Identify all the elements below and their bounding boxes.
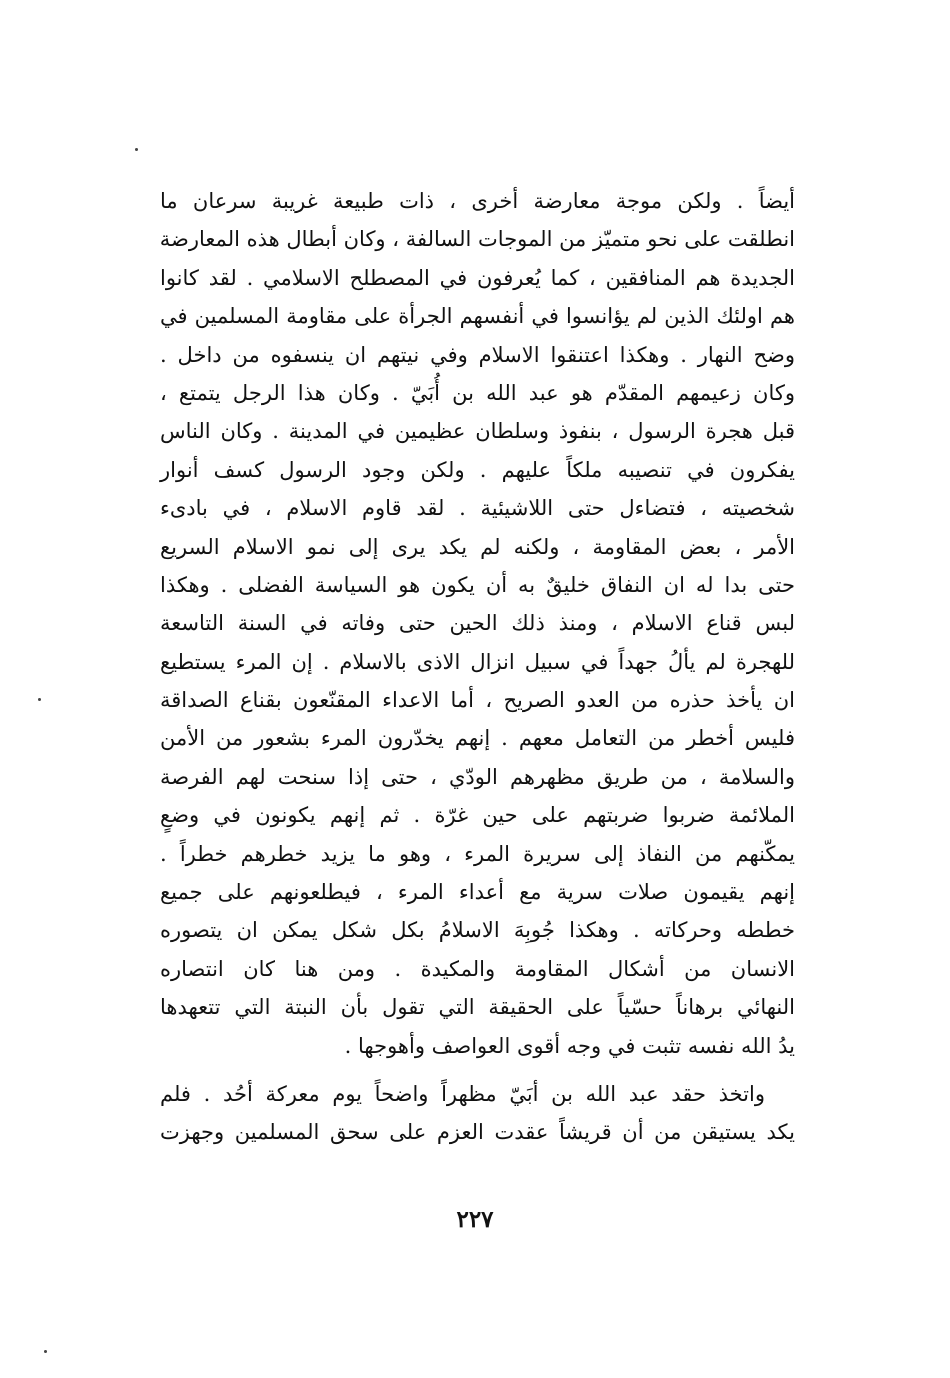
text-line: ان يأخذ حذره من العدو الصريح ، أما الاعداء المقنّعون بقناع الصداقة xyxy=(160,688,795,713)
text-line: واتخذ حقد عبد الله بن أبَيّ مظهراً واضحاً يوم معركة أحُد . فلم xyxy=(160,1081,765,1106)
text-line: أيضاً . ولكن موجة معارضة أخرى ، ذات طبيعة غريبة سرعان ما xyxy=(160,189,795,213)
text-line: النهائي برهاناً حسّياً على الحقيقة التي تقول بأن النبتة التي تتعهدها xyxy=(160,995,795,1020)
body-text xyxy=(160,182,795,1152)
text-line: وضح النهار . وهكذا اعتنقوا الاسلام وفي نيتهم ان ينسفوه من داخل . xyxy=(160,342,795,367)
paragraph xyxy=(160,182,795,1065)
text-line: الأمر ، بعض المقاومة ، ولكنه لم يكد يرى إلى نمو الاسلام السريع xyxy=(160,534,795,559)
text-line: الانسان من أشكال المقاومة والمكيدة . ومن هنا كان انتصاره xyxy=(160,956,795,981)
scan-speck xyxy=(135,148,138,151)
scan-speck xyxy=(44,1350,47,1353)
text-line: يكد يستيقن من أن قريشاً عقدت العزم على سحق المسلمين وجهزت xyxy=(160,1120,795,1145)
text-line: يفكرون في تنصيبه ملكاً عليهم . ولكن وجود الرسول كسف أنوار xyxy=(160,457,795,482)
page-number: ٢٢٧ xyxy=(456,1206,494,1233)
paragraph-gap xyxy=(160,1065,795,1075)
text-line: والسلامة ، من طريق مظهرهم الودّي ، حتى إذا سنحت لهم الفرصة xyxy=(160,764,795,789)
text-line: هم اولئك الذين لم يؤانسوا في أنفسهم الجرأة على مقاومة المسلمين في xyxy=(160,304,795,329)
text-line: للهجرة لم يألُ جهداً في سبيل انزال الاذى بالاسلام . إن المرء يستطيع xyxy=(160,649,795,674)
text-line: يدُ الله نفسه تثبت في وجه أقوى العواصف وأهوجها . xyxy=(344,1033,795,1058)
text-line: لبس قناع الاسلام ، ومنذ ذلك الحين حتى وفاته في السنة التاسعة xyxy=(160,611,795,636)
text-line: انطلقت على نحو متميّز من الموجات السالفة ، وكان أبطال هذه المعارضة xyxy=(159,227,795,252)
scan-speck xyxy=(38,698,41,701)
paragraph xyxy=(160,1075,795,1152)
text-line: يمكّنهم من النفاذ إلى سريرة المرء ، وهو ما يزيد خطرهم خطراً . xyxy=(160,841,795,866)
text-line: الجديدة هم المنافقين ، كما يُعرفون في المصطلح الاسلامي . لقد كانوا xyxy=(160,265,795,290)
text-line: فليس أخطر من التعامل معهم . إنهم يخدّرون المرء بشعور من الأمن xyxy=(160,726,795,751)
text-line: حتى بدا له ان النفاق خليقٌ به أن يكون هو السياسة الفضلى . وهكذا xyxy=(160,572,795,597)
text-line: وكان زعيمهم المقدّم هو عبد الله بن أُبَيّ . وكان هذا الرجل يتمتع ، xyxy=(160,380,795,405)
text-line: إنهم يقيمون صلات سرية مع أعداء المرء ، فيطلعونهم على جميع xyxy=(160,880,795,905)
text-line: الملائمة ضربوا ضربتهم على حين غرّة . ثم إنهم يكونون في وضعٍ xyxy=(160,803,795,828)
text-line: قبل هجرة الرسول ، بنفوذ وسلطان عظيمين في المدينة . وكان الناس xyxy=(160,419,795,444)
text-line: شخصيته ، فتضاءل حتى اللاشيئية . لقد قاوم الاسلام ، في بادىء xyxy=(160,496,795,521)
text-line: خططه وحركاته . وهكذا جُوبِهَ الاسلامُ بكل شكل يمكن ان يتصوره xyxy=(160,918,795,943)
